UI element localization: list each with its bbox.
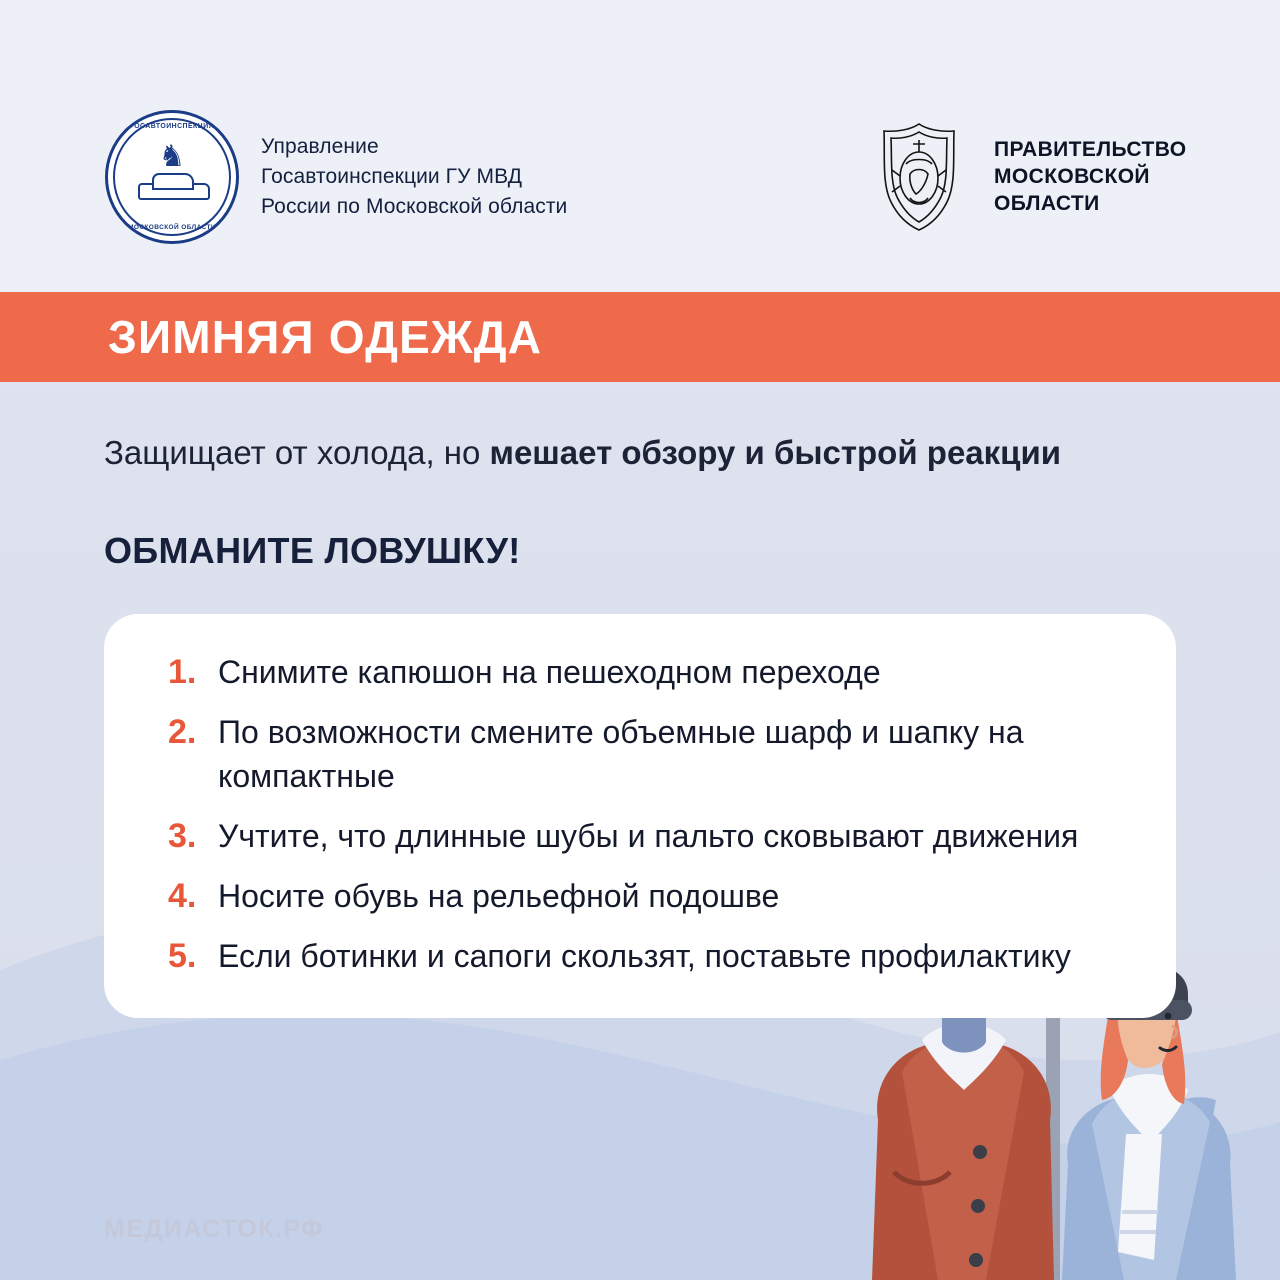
government-line-2: МОСКОВСКОЙ (994, 164, 1150, 188)
list-item-text: Если ботинки и сапоги скользят, поставьте профилактику (218, 938, 1071, 974)
gai-logo-block (105, 110, 567, 244)
watermark: МЕДИАСТОК.РФ (104, 1215, 325, 1243)
list-item (144, 934, 1136, 978)
lead-plain-text: Защищает от холода, но (104, 434, 490, 471)
list-item-text: Снимите капюшон на пешеходном переходе (218, 654, 881, 690)
emblem-ring-top-text: ГОСАВТОИНСПЕКЦИЯ (129, 121, 215, 130)
tips-card (104, 614, 1176, 1018)
list-item (144, 650, 1136, 694)
list-item (144, 814, 1136, 858)
page-title: ЗИМНЯЯ ОДЕЖДА (108, 311, 543, 363)
list-item-text: По возможности смените объемные шарф и шапку на компактные (218, 714, 1024, 794)
title-banner (0, 292, 1280, 382)
list-item-number: 5. (168, 937, 197, 975)
horse-icon: ♞ (158, 140, 186, 173)
lead-paragraph (104, 430, 1124, 476)
list-item-number: 1. (168, 653, 197, 691)
list-item-number: 2. (168, 713, 197, 751)
emblem-ring-bottom-text: МОСКОВСКОЙ ОБЛАСТИ (128, 224, 216, 231)
list-item (144, 710, 1136, 798)
section-subheading: ОБМАНИТЕ ЛОВУШКУ! (104, 530, 521, 571)
government-logo-block (866, 118, 1186, 234)
list-item-text: Носите обувь на рельефной подошве (218, 878, 780, 914)
list-item-number: 3. (168, 817, 197, 855)
government-name (994, 136, 1186, 217)
organization-line-2: Госавтоинспекции ГУ МВД (261, 165, 523, 188)
gosavtoinspekciya-emblem-icon (105, 110, 239, 244)
page-header (0, 0, 1280, 292)
list-item-number: 4. (168, 877, 197, 915)
organization-line-3: России по Московской области (261, 195, 568, 218)
content-area (0, 430, 1280, 1018)
moscow-region-coat-of-arms-icon (866, 118, 972, 234)
organization-line-1: Управление (261, 135, 379, 158)
government-line-1: ПРАВИТЕЛЬСТВО (994, 137, 1187, 161)
organization-name (261, 132, 567, 222)
government-line-3: ОБЛАСТИ (994, 191, 1100, 215)
list-item-text: Учтите, что длинные шубы и пальто сковывают движения (218, 818, 1079, 854)
list-item (144, 874, 1136, 918)
lead-bold-text: мешает обзору и быстрой реакции (489, 434, 1062, 471)
car-icon (134, 171, 210, 201)
